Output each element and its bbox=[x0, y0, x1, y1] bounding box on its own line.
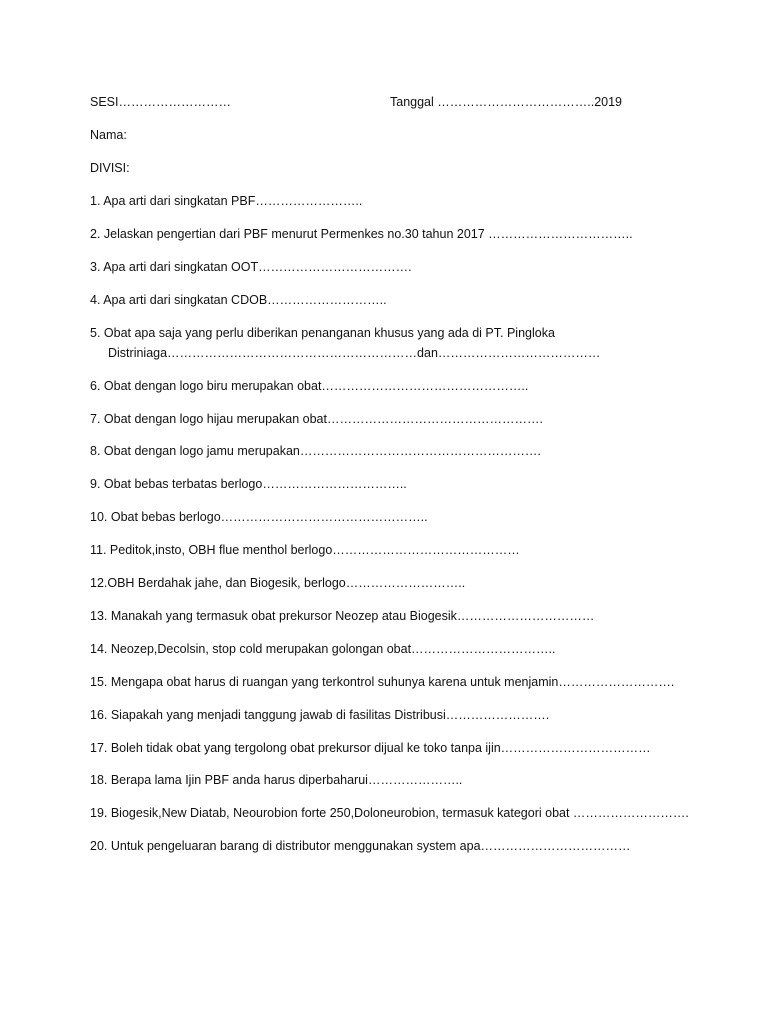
question-1: 1. Apa arti dari singkatan PBF…………………….. bbox=[90, 194, 363, 208]
question-14: 14. Neozep,Decolsin, stop cold merupakan golongan obat…………………………….. bbox=[90, 642, 556, 656]
question-5: 5. Obat apa saja yang perlu diberikan penanganan khusus yang ada di PT. Pingloka bbox=[90, 326, 555, 340]
question-20: 20. Untuk pengeluaran barang di distributor menggunakan system apa……………………………… bbox=[90, 839, 631, 853]
question-4: 4. Apa arti dari singkatan CDOB……………………….. bbox=[90, 293, 387, 307]
tanggal-field: Tanggal ………………………………..2019 bbox=[390, 95, 623, 109]
question-17: 17. Boleh tidak obat yang tergolong obat prekursor dijual ke toko tanpa ijin……………………………… bbox=[90, 741, 651, 755]
question-9: 9. Obat bebas terbatas berlogo…………………………….. bbox=[90, 477, 407, 491]
question-5-continuation: Distriniaga……………………………………………………dan………………………………… bbox=[108, 346, 601, 360]
question-3: 3. Apa arti dari singkatan OOT………………………………. bbox=[90, 260, 412, 274]
question-16: 16. Siapakah yang menjadi tanggung jawab di fasilitas Distribusi……………………. bbox=[90, 708, 550, 722]
question-12: 12.OBH Berdahak jahe, dan Biogesik, berlogo……………………….. bbox=[90, 576, 466, 590]
question-8: 8. Obat dengan logo jamu merupakan…………………………………………………. bbox=[90, 444, 541, 458]
question-7: 7. Obat dengan logo hijau merupakan obat……………………………………………. bbox=[90, 412, 543, 426]
question-18: 18. Berapa lama Ijin PBF anda harus diperbaharui………………….. bbox=[90, 773, 463, 787]
question-19: 19. Biogesik,New Diatab, Neourobion forte 250,Doloneurobion, termasuk kategori obat ………………………. bbox=[90, 806, 689, 820]
divisi-field: DIVISI: bbox=[90, 161, 130, 175]
question-10: 10. Obat bebas berlogo………………………………………….. bbox=[90, 510, 428, 524]
nama-field: Nama: bbox=[90, 128, 127, 142]
question-2: 2. Jelaskan pengertian dari PBF menurut Permenkes no.30 tahun 2017 …………………………….. bbox=[90, 227, 633, 241]
question-13: 13. Manakah yang termasuk obat prekursor Neozep atau Biogesik…………………………… bbox=[90, 609, 595, 623]
question-15: 15. Mengapa obat harus di ruangan yang terkontrol suhunya karena untuk menjamin………………………. bbox=[90, 675, 675, 689]
question-11: 11. Peditok,insto, OBH flue menthol berlogo……………………………………… bbox=[90, 543, 520, 557]
sesi-field: SESI……………………… bbox=[90, 95, 231, 109]
question-6: 6. Obat dengan logo biru merupakan obat………………………………………….. bbox=[90, 379, 529, 393]
